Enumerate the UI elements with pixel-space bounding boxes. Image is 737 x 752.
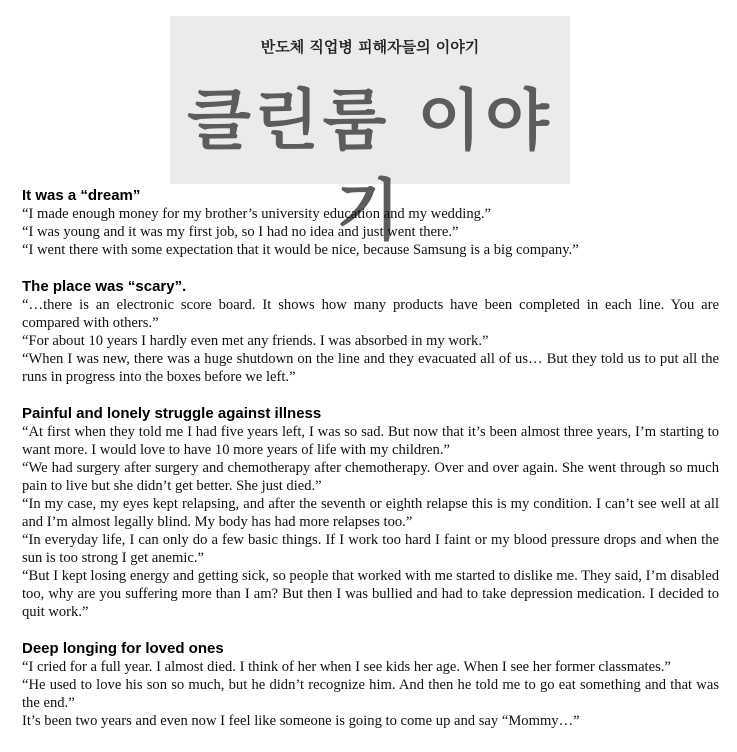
quote: “I was young and it was my first job, so I had no idea and just went there.” <box>22 224 459 240</box>
quote: “In everyday life, I can only do a few basic things. If I work too hard I faint or my blood pressure drops and when the sun is too strong I get anemic.” <box>22 532 719 566</box>
section-longing <box>22 639 719 730</box>
quote: “I cried for a full year. I almost died. I think of her when I see kids her age. When I see her former classmates.” <box>22 659 671 675</box>
quote: “When I was new, there was a huge shutdown on the line and they evacuated all of us… But they told us to put all the runs in progress into the boxes before we left.” <box>22 351 719 385</box>
quote: “He used to love his son so much, but he didn’t recognize him. And then he told me to go eat something and that was the end.” <box>22 677 719 711</box>
section-heading: It was a “dream” <box>22 187 141 204</box>
section-heading: The place was “scary”. <box>22 278 187 295</box>
quote: “We had surgery after surgery and chemotherapy after chemotherapy. Over and over again. She went through so much pain to live but she didn’t get better. She just died.” <box>22 460 719 494</box>
quote: “But I kept losing energy and getting sick, so people that worked with me started to dislike me. They said, I’m disabled too, why are you suffering more than I am? But then I was bullied and had to take depression medication. I decided to quit work.” <box>22 568 719 620</box>
section-heading: Painful and lonely struggle against illness <box>22 405 322 422</box>
quote: It’s been two years and even now I feel like someone is going to come up and say “Mommy…” <box>22 713 580 729</box>
quote: “At first when they told me I had five years left, I was so sad. But now that it’s been almost three years, I’m starting to want more. I would love to have 10 more years of life with my children.” <box>22 424 719 458</box>
quote: “…there is an electronic score board. It shows how many products have been completed in each line. You are compared with others.” <box>22 297 719 331</box>
quote: “I went there with some expectation that it would be nice, because Samsung is a big company.” <box>22 242 579 258</box>
banner-subtitle: 반도체 직업병 피해자들의 이야기 <box>260 38 480 56</box>
section-dream <box>22 186 719 259</box>
quote: “In my case, my eyes kept relapsing, and after the seventh or eighth relapse this is my condition. I can’t see well at all and I’m almost legally blind. My body has had more relapses too.” <box>22 496 719 530</box>
section-scary <box>22 277 719 386</box>
quote: “I made enough money for my brother’s university education and my wedding.” <box>22 206 492 222</box>
section-heading: Deep longing for loved ones <box>22 640 224 657</box>
banner-title: 클린룸 이야기 <box>187 82 553 249</box>
quote: “For about 10 years I hardly even met any friends. I was absorbed in my work.” <box>22 333 489 349</box>
document-body <box>22 186 719 748</box>
section-illness <box>22 404 719 621</box>
